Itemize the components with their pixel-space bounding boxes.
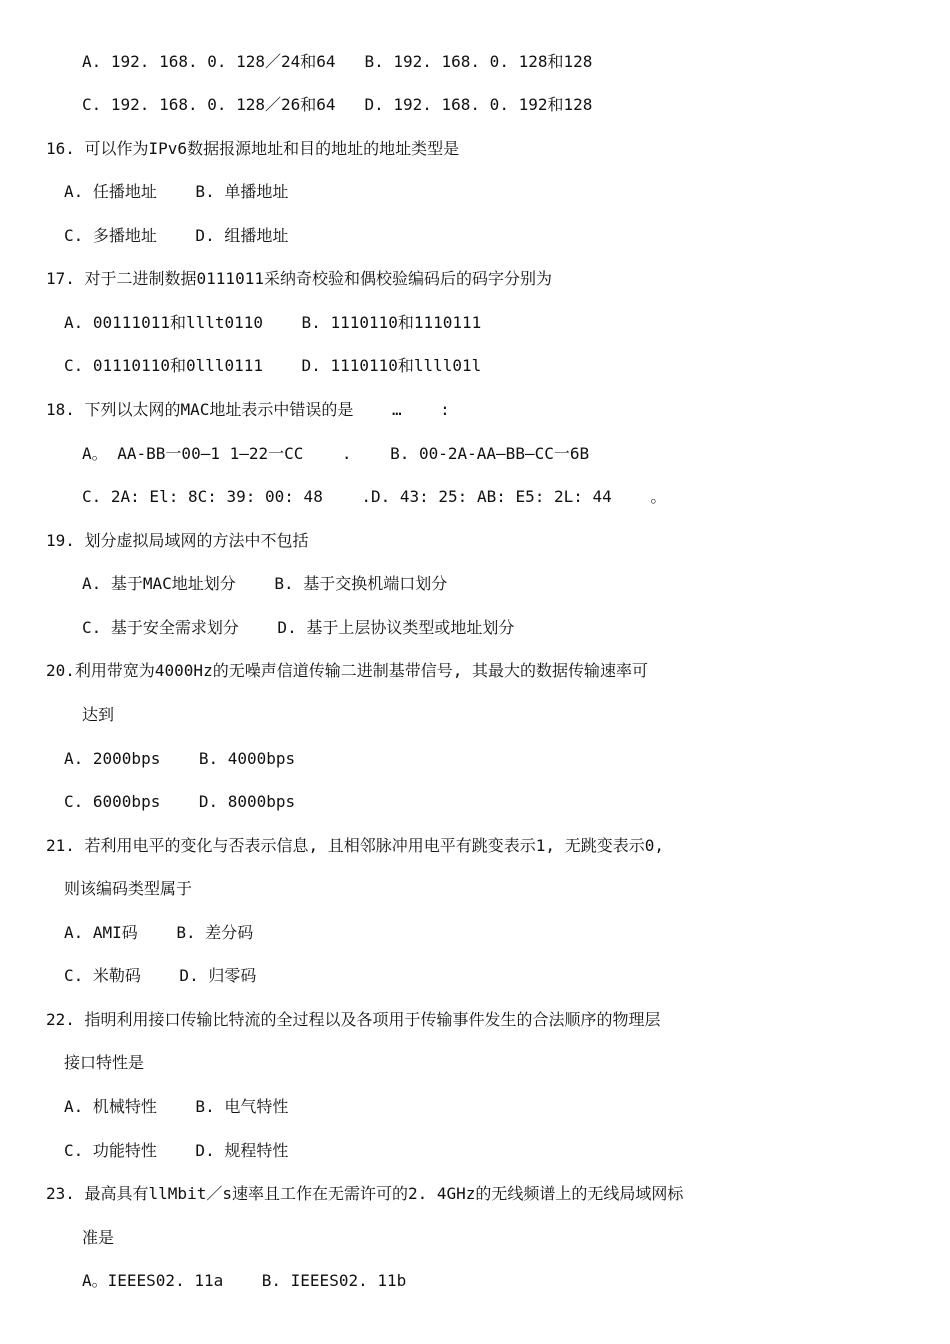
question-19: 19. 划分虚拟局域网的方法中不包括 — [46, 531, 309, 550]
question-23-cont: 准是 — [82, 1228, 115, 1247]
q15-options-ab: A. 192. 168. 0. 128／24和64 B. 192. 168. 0. 128和128 — [82, 52, 593, 71]
q18-options-cd: C. 2A: El: 8C: 39: 00: 48 .D. 43: 25: AB: E5: 2L: 44 。 — [82, 487, 667, 506]
question-21: 21. 若利用电平的变化与否表示信息, 且相邻脉冲用电平有跳变表示1, 无跳变表示0, — [46, 836, 664, 855]
q18-options-ab: A。 AA-BB一00—1 1—22一CC . B. 00-2A-AA—BB—CC一6B — [82, 444, 590, 463]
q16-options-ab: A. 任播地址 B. 单播地址 — [64, 182, 289, 201]
q20-options-cd: C. 6000bps D. 8000bps — [64, 792, 296, 811]
q21-options-ab: A. AMI码 B. 差分码 — [64, 923, 254, 942]
question-23: 23. 最高具有llMbit／s速率且工作在无需许可的2. 4GHz的无线频谱上的无线局域网标 — [46, 1184, 684, 1203]
question-22-cont: 接口特性是 — [64, 1053, 145, 1072]
q19-options-cd: C. 基于安全需求划分 D. 基于上层协议类型或地址划分 — [82, 618, 515, 637]
question-20: 20.利用带宽为4000Hz的无噪声信道传输二进制基带信号, 其最大的数据传输速率可 — [46, 661, 648, 680]
q16-options-cd: C. 多播地址 D. 组播地址 — [64, 226, 289, 245]
question-16: 16. 可以作为IPv6数据报源地址和目的地址的地址类型是 — [46, 139, 460, 158]
q17-options-cd: C. 01110110和0lll0111 D. 1110110和llll01l — [64, 356, 482, 375]
q17-options-ab: A. 00111011和lllt0110 B. 1110110和1110111 — [64, 313, 482, 332]
question-22: 22. 指明利用接口传输比特流的全过程以及各项用于传输事件发生的合法顺序的物理层 — [46, 1010, 661, 1029]
q21-options-cd: C. 米勒码 D. 归零码 — [64, 966, 257, 985]
question-18: 18. 下列以太网的MAC地址表示中错误的是 … : — [46, 400, 450, 419]
q19-options-ab: A. 基于MAC地址划分 B. 基于交换机端口划分 — [82, 574, 448, 593]
q20-options-ab: A. 2000bps B. 4000bps — [64, 749, 296, 768]
question-17: 17. 对于二进制数据0111011采纳奇校验和偶校验编码后的码字分别为 — [46, 269, 552, 288]
q23-options-ab: A。IEEES02. 11a B. IEEES02. 11b — [82, 1271, 407, 1290]
q22-options-ab: A. 机械特性 B. 电气特性 — [64, 1097, 289, 1116]
q22-options-cd: C. 功能特性 D. 规程特性 — [64, 1141, 289, 1160]
question-20-cont: 达到 — [82, 705, 115, 724]
q15-options-cd: C. 192. 168. 0. 128／26和64 D. 192. 168. 0. 192和128 — [82, 95, 593, 114]
question-21-cont: 则该编码类型属于 — [64, 879, 193, 898]
